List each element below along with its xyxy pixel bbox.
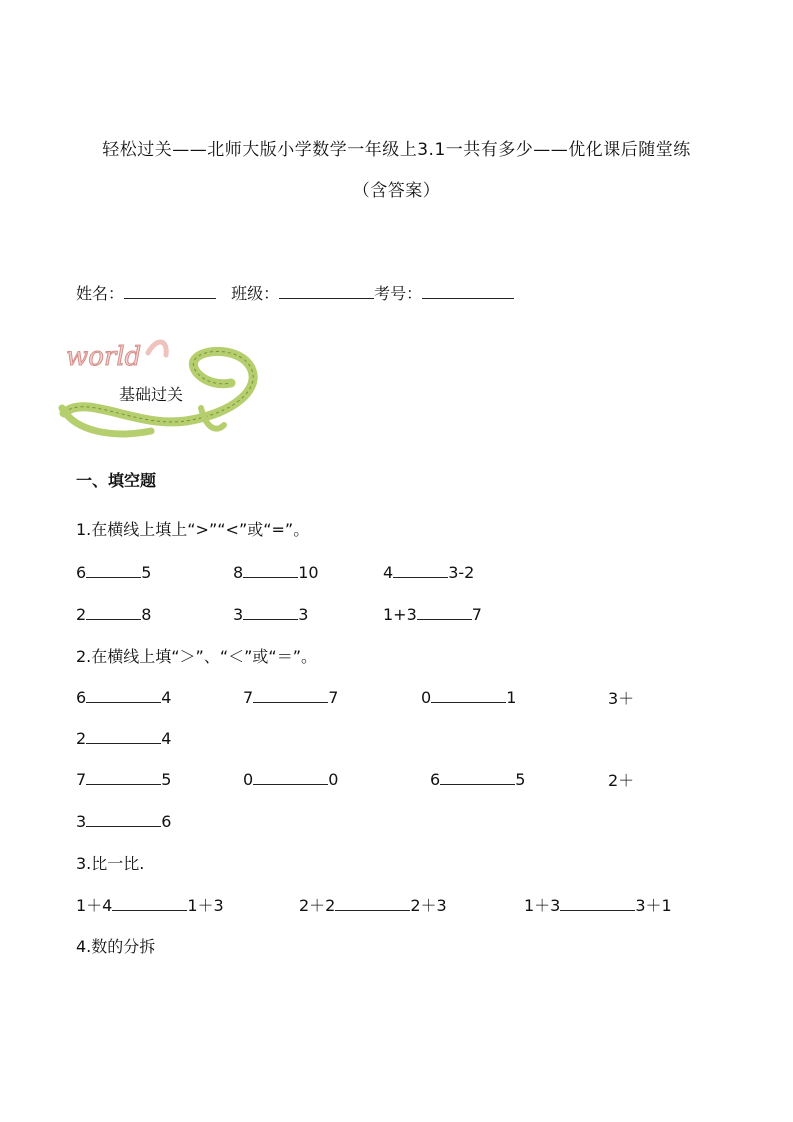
answer-blank[interactable]: [243, 561, 298, 578]
class-label: 班级：: [231, 284, 280, 303]
q2-item: 3 6: [76, 812, 172, 831]
q2-item: 0 0: [243, 770, 339, 789]
question-1-prompt: 1.在横线上填上“>”“<”或“=”。: [76, 520, 310, 539]
q3-item: 1＋3 3＋1: [524, 896, 672, 915]
q3-item: 2＋2 2＋3: [299, 896, 447, 915]
q2-item: 2 4: [76, 729, 172, 748]
section-heading: 一、填空题: [76, 471, 157, 490]
answer-blank[interactable]: [86, 686, 161, 703]
question-2-prompt: 2.在横线上填“＞”、“＜”或“＝”。: [76, 647, 318, 666]
q2-item: 3＋: [608, 689, 635, 708]
student-info-row: [76, 281, 514, 304]
answer-blank[interactable]: [86, 768, 161, 785]
answer-blank[interactable]: [86, 810, 161, 827]
answer-blank[interactable]: [560, 894, 635, 911]
answer-blank[interactable]: [86, 561, 141, 578]
name-label: 姓名：: [76, 284, 125, 303]
answer-blank[interactable]: [86, 727, 161, 744]
section-badge-label: 基础过关: [119, 385, 184, 404]
q3-item: 1＋4 1＋3: [76, 896, 224, 915]
q2-item: 7 5: [76, 770, 172, 789]
q1-item: 1+3 7: [383, 605, 482, 624]
world-logo-text: world: [66, 342, 142, 372]
answer-blank[interactable]: [431, 686, 506, 703]
answer-blank[interactable]: [112, 894, 187, 911]
q2-item: 2＋: [608, 771, 635, 790]
answer-blank[interactable]: [417, 603, 472, 620]
exam-number-label: 考号：: [374, 284, 423, 303]
q1-item: 4 3-2: [383, 563, 475, 582]
question-3-prompt: 3.比一比.: [76, 854, 145, 873]
answer-blank[interactable]: [243, 603, 298, 620]
class-field[interactable]: [279, 282, 374, 299]
page-title: 轻松过关——北师大版小学数学一年级上3.1一共有多少——优化课后随堂练: [102, 140, 691, 160]
answer-blank[interactable]: [253, 768, 328, 785]
name-field[interactable]: [124, 282, 216, 299]
question-4-prompt: 4.数的分拆: [76, 937, 156, 956]
q2-item: 7 7: [243, 688, 339, 707]
q1-item: 8 10: [233, 563, 319, 582]
answer-blank[interactable]: [253, 686, 328, 703]
answer-blank[interactable]: [440, 768, 515, 785]
page-subtitle: （含答案）: [352, 181, 441, 201]
q1-item: 6 5: [76, 563, 152, 582]
q1-item: 2 8: [76, 605, 152, 624]
q2-item: 6 5: [430, 770, 526, 789]
answer-blank[interactable]: [335, 894, 410, 911]
q2-item: 6 4: [76, 688, 172, 707]
q2-item: 0 1: [421, 688, 517, 707]
answer-blank[interactable]: [86, 603, 141, 620]
q1-item: 3 3: [233, 605, 309, 624]
answer-blank[interactable]: [393, 561, 448, 578]
exam-number-field[interactable]: [422, 282, 514, 299]
